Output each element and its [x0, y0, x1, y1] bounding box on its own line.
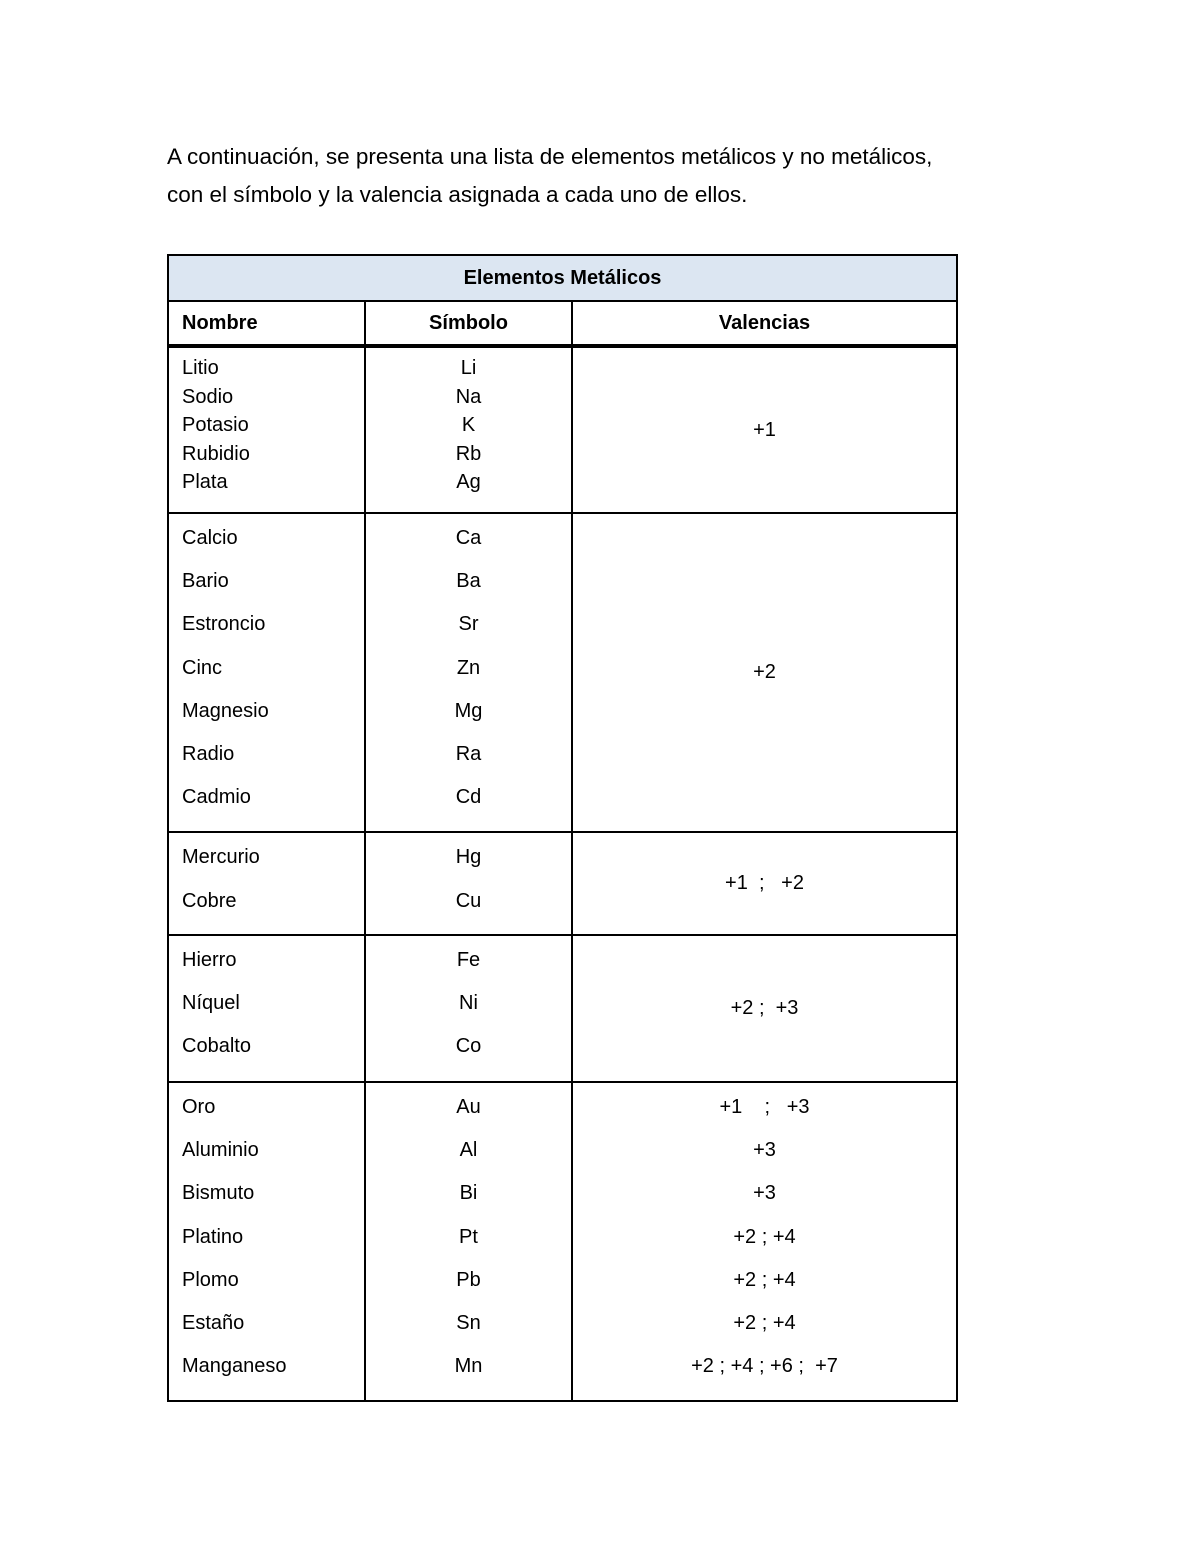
element-symbol: Zn	[456, 656, 481, 679]
element-symbol: Ni	[459, 992, 478, 1015]
element-symbol: K	[461, 414, 476, 437]
element-name: Estaño	[182, 1312, 245, 1335]
element-symbol: Bi	[459, 1182, 478, 1205]
group-symbols	[365, 832, 572, 935]
element-symbol: Al	[459, 1139, 478, 1162]
element-name: Mercurio	[182, 846, 260, 868]
group-symbols	[365, 513, 572, 832]
group-valences	[572, 1082, 957, 1401]
element-name: Aluminio	[182, 1139, 259, 1162]
element-symbol: Au	[456, 1096, 481, 1118]
group-row-4	[168, 935, 957, 1082]
element-name: Estroncio	[182, 613, 266, 636]
group-names	[168, 1082, 365, 1401]
group-valences	[572, 346, 957, 513]
element-name: Calcio	[182, 527, 238, 549]
valence-value: +1 ; +2	[725, 871, 804, 894]
element-symbol: Ag	[456, 471, 481, 494]
element-symbol: Hg	[455, 846, 482, 868]
element-name: Cadmio	[182, 786, 251, 809]
group-names	[168, 935, 365, 1082]
element-symbol: Cu	[455, 889, 482, 912]
intro-line-2: con el símbolo y la valencia asignada a cada uno de ellos.	[167, 182, 748, 207]
group-valences	[572, 513, 957, 832]
group-row-3	[168, 832, 957, 935]
table-title: Elementos Metálicos	[168, 255, 957, 301]
valence-value: +2 ; +4 ; +6 ; +7	[691, 1355, 838, 1378]
valence-value: +1	[753, 418, 776, 441]
valence-value: +2 ; +3	[730, 996, 799, 1019]
element-symbol: Co	[455, 1035, 482, 1058]
valence-value: +2 ; +4	[733, 1312, 796, 1335]
intro-line-1: A continuación, se presenta una lista de elementos metálicos y no metálicos,	[167, 144, 933, 169]
intro-paragraph	[167, 138, 1067, 214]
element-symbol: Ca	[455, 527, 482, 549]
element-symbol: Fe	[456, 949, 481, 971]
group-valences	[572, 935, 957, 1082]
element-name: Manganeso	[182, 1355, 287, 1378]
element-name: Níquel	[182, 992, 240, 1015]
element-name: Plata	[182, 471, 228, 494]
element-symbol: Mg	[454, 699, 483, 722]
group-symbols	[365, 935, 572, 1082]
valence-value: +3	[753, 1139, 776, 1162]
valence-value: +3	[753, 1182, 776, 1205]
group-row-5	[168, 1082, 957, 1401]
group-names	[168, 346, 365, 513]
valence-value: +2 ; +4	[733, 1225, 796, 1248]
element-symbol: Ba	[456, 570, 481, 593]
element-symbol: Sn	[456, 1312, 481, 1335]
element-name: Bismuto	[182, 1182, 255, 1205]
element-symbol: Rb	[455, 442, 482, 465]
group-symbols	[365, 1082, 572, 1401]
element-name: Rubidio	[182, 442, 250, 465]
header-name: Nombre	[168, 301, 365, 346]
element-name: Potasio	[182, 414, 249, 437]
element-name: Hierro	[182, 949, 237, 971]
element-symbol: Sr	[458, 613, 479, 636]
header-symbol: Símbolo	[365, 301, 572, 346]
element-symbol: Pb	[456, 1268, 481, 1291]
group-names	[168, 513, 365, 832]
element-name: Cobre	[182, 889, 237, 912]
group-row-2	[168, 513, 957, 832]
element-name: Litio	[182, 357, 219, 379]
element-name: Magnesio	[182, 699, 269, 722]
element-symbol: Mn	[454, 1355, 483, 1378]
element-symbol: Na	[455, 385, 482, 408]
valence-value: +1 ; +3	[719, 1096, 810, 1118]
group-valences	[572, 832, 957, 935]
element-name: Cobalto	[182, 1035, 251, 1058]
valence-value: +2 ; +4	[733, 1268, 796, 1291]
element-name: Radio	[182, 743, 235, 766]
valence-value: +2	[753, 660, 776, 683]
element-symbol: Ra	[455, 743, 482, 766]
metals-table	[167, 254, 958, 1402]
element-symbol: Li	[460, 357, 477, 379]
element-name: Plomo	[182, 1268, 239, 1291]
group-row-1	[168, 346, 957, 513]
element-name: Oro	[182, 1096, 216, 1118]
element-symbol: Cd	[455, 786, 482, 809]
header-valence: Valencias	[572, 301, 957, 346]
element-symbol: Pt	[459, 1225, 478, 1248]
element-name: Platino	[182, 1225, 244, 1248]
element-name: Bario	[182, 570, 229, 593]
group-symbols	[365, 346, 572, 513]
group-names	[168, 832, 365, 935]
element-name: Sodio	[182, 385, 234, 408]
element-name: Cinc	[182, 656, 223, 679]
